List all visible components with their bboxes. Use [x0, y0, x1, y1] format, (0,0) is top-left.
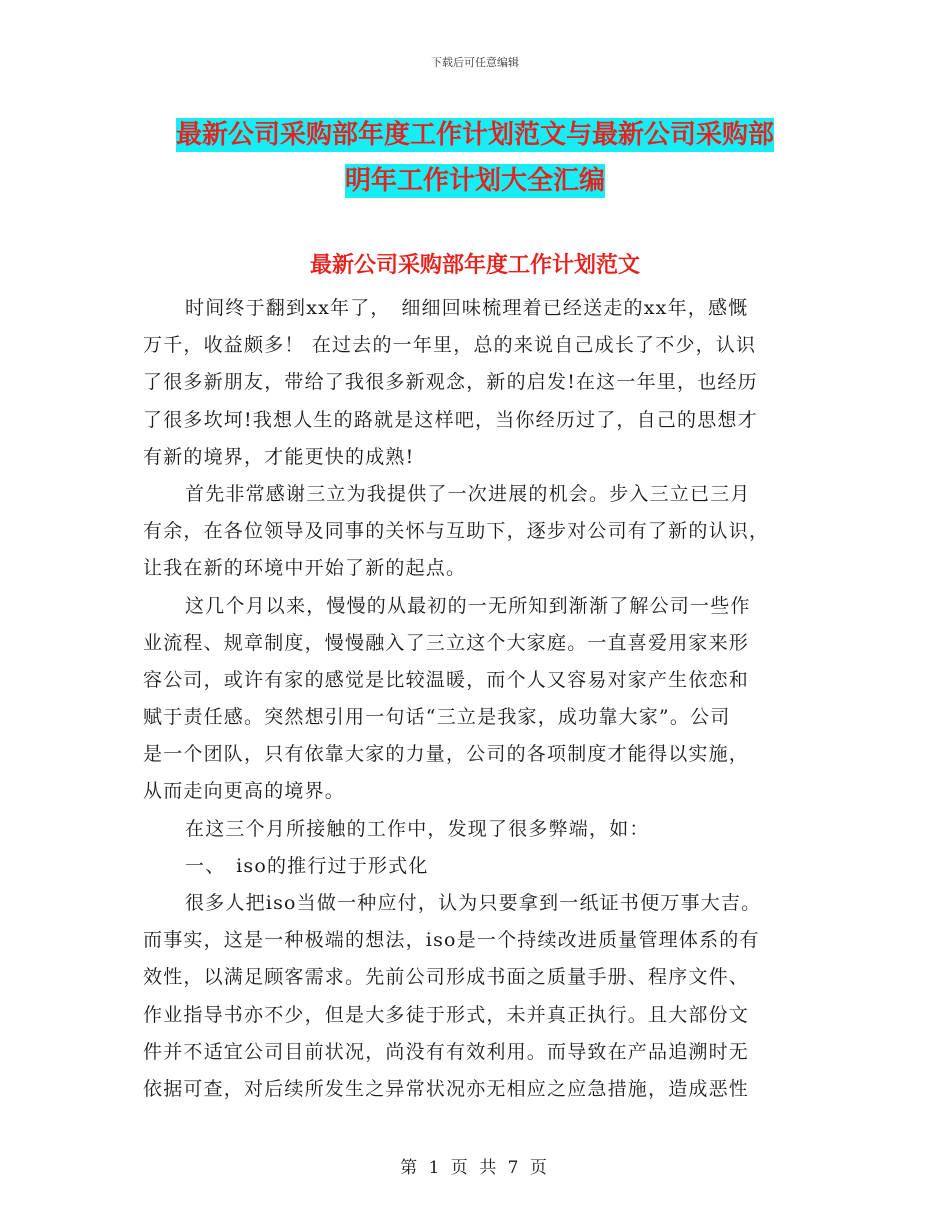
paragraph-line: 让我在新的环境中开始了新的起点。 [143, 557, 467, 580]
paragraph-line: 依据可查，对后续所发生之异常状况亦无相应之应急措施，造成恶性 [143, 1077, 750, 1100]
paragraph-line: 了很多坎坷!我想人生的路就是这样吧，当你经历过了，自己的思想才 [143, 408, 758, 431]
paragraph-line: 业流程、规章制度，慢慢融入了三立这个大家庭。一直喜爱用家来形 [143, 631, 750, 654]
page-footer: 第 1 页 共 7 页 [400, 1158, 550, 1178]
header-note: 下载后可任意编辑 [431, 56, 519, 69]
paragraph-line: 首先非常感谢三立为我提供了一次进展的机会。步入三立已三月 [185, 482, 751, 505]
paragraph-line: 而事实，这是一种极端的想法，iso是一个持续改进质量管理体系的有 [143, 929, 760, 952]
paragraph-line: 万千，收益颇多！ 在过去的一年里，总的来说自己成长了不少，认识 [143, 334, 757, 357]
paragraph-line: 这几个月以来，慢慢的从最初的一无所知到渐渐了解公司一些作 [185, 594, 751, 617]
title-line-2: 明年工作计划大全汇编 [344, 166, 605, 196]
paragraph-line: 很多人把iso当做一种应付，认为只要拿到一纸证书便万事大吉。 [185, 892, 762, 914]
paragraph-line: 了很多新朋友，带给了我很多新观念，新的启发!在这一年里，也经历 [143, 371, 758, 394]
title-line-1: 最新公司采购部年度工作计划范文与最新公司采购部 [175, 120, 774, 150]
paragraph-line: 效性，以满足顾客需求。先前公司形成书面之质量手册、程序文件、 [143, 966, 750, 989]
paragraph-line: 是一个团队，只有依靠大家的力量，公司的各项制度才能得以实施， [143, 743, 750, 766]
section-title: 最新公司采购部年度工作计划范文 [309, 253, 640, 278]
body-text [143, 290, 813, 1108]
list-heading: 一、 iso的推行过于形式化 [185, 854, 429, 877]
paragraph-line: 有新的境界，才能更快的成熟! [143, 445, 415, 468]
paragraph-line: 作业指导书亦不少，但是大多徒于形式，未并真正执行。且大部份文 [143, 1003, 750, 1026]
paragraph-line: 赋于责任感。突然想引用一句话“三立是我家，成功靠大家”。公司 [143, 706, 731, 729]
paragraph-line: 容公司，或许有家的感觉是比较温暖，而个人又容易对家产生依恋和 [143, 668, 750, 691]
paragraph-line: 从而走向更高的境界。 [143, 780, 346, 803]
document-title [0, 112, 950, 204]
paragraph-line: 时间终于翻到xx年了， 细细回味梳理着已经送走的xx年，感慨 [185, 297, 749, 319]
paragraph-line: 在这三个月所接触的工作中，发现了很多弊端，如： [185, 817, 650, 840]
paragraph-line: 件并不适宜公司目前状况，尚没有有效利用。而导致在产品追溯时无 [143, 1040, 750, 1063]
paragraph-line: 有余，在各位领导及同事的关怀与互助下，逐步对公司有了新的认识， [143, 520, 770, 543]
